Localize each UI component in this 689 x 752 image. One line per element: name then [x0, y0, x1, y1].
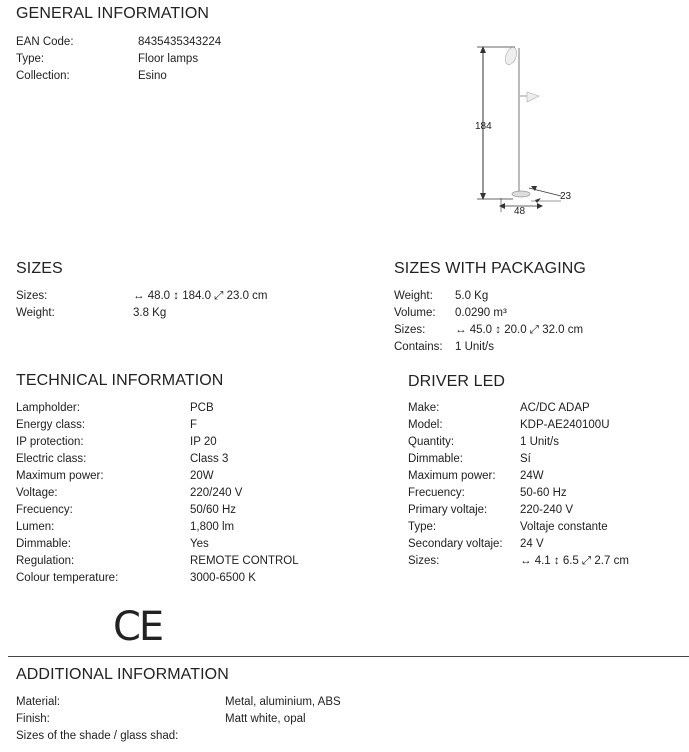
- sizes-row-value: ↔ 48.0 ↕ 184.0 ⤢ 23.0 cm: [133, 290, 268, 302]
- driver-row: [408, 468, 689, 485]
- technical-row-value: 20W: [190, 470, 214, 482]
- general-row: [16, 51, 316, 68]
- packaging-row: [394, 339, 689, 356]
- technical-row-value: PCB: [190, 402, 214, 414]
- additional-row: [16, 728, 316, 745]
- packaging-row: [394, 322, 689, 339]
- general-row-label: Collection:: [16, 70, 70, 82]
- packaging-row-value: ↔ 45.0 ↕ 20.0 ⤢ 32.0 cm: [455, 324, 584, 336]
- driver-row: [408, 417, 689, 434]
- technical-row: [16, 468, 316, 485]
- driver-row-label: Make:: [408, 402, 440, 414]
- technical-row-label: Lampholder:: [16, 402, 80, 414]
- driver-row: [408, 485, 689, 502]
- driver-row-value: 50-60 Hz: [520, 487, 567, 499]
- general-row-label: EAN Code:: [16, 36, 74, 48]
- driver-row-value: Voltaje constante: [520, 521, 608, 533]
- driver-row-value: 220-240 V: [520, 504, 574, 516]
- general-row: [16, 34, 316, 51]
- technical-row-label: Lumen:: [16, 521, 55, 533]
- width-label: 48: [514, 206, 526, 217]
- section-divider: [8, 656, 689, 657]
- driver-row-value: 1 Unit/s: [520, 436, 559, 448]
- driver-row-label: Maximum power:: [408, 470, 496, 482]
- driver-row: [408, 519, 689, 536]
- technical-row-value: IP 20: [190, 436, 217, 448]
- width-arrow-right: [537, 203, 543, 209]
- general-row-label: Type:: [16, 53, 45, 65]
- additional-row: [16, 694, 341, 711]
- driver-row-value: 24 V: [520, 538, 544, 550]
- depth-arrow-bottom: [535, 198, 541, 203]
- technical-row: [16, 451, 316, 468]
- technical-row-label: Frecuency:: [16, 504, 73, 516]
- driver-row-value: KDP-AE240100U: [520, 419, 610, 431]
- driver-row-label: Frecuency:: [408, 487, 465, 499]
- technical-row-value: 220/240 V: [190, 487, 243, 499]
- packaging-title: SIZES WITH PACKAGING: [394, 260, 586, 277]
- technical-row-value: F: [190, 419, 198, 431]
- technical-row: [16, 485, 316, 502]
- technical-row-value: Yes: [190, 538, 209, 550]
- additional-row: [16, 711, 316, 728]
- technical-row-label: Maximum power:: [16, 470, 104, 482]
- driver-title: DRIVER LED: [408, 373, 506, 390]
- driver-row-value: 24W: [520, 470, 544, 482]
- packaging-row-value: 5.0 Kg: [455, 290, 489, 302]
- driver-row-label: Type:: [408, 521, 437, 533]
- upper-shade-head: [503, 46, 519, 66]
- sizes-row: [16, 288, 316, 305]
- sizes-row-label: Weight:: [16, 307, 55, 319]
- technical-row: [16, 502, 316, 519]
- sizes-row: [16, 305, 316, 322]
- general-row-value: Floor lamps: [138, 53, 199, 65]
- technical-row-value: REMOTE CONTROL: [190, 555, 299, 567]
- additional-title: ADDITIONAL INFORMATION: [16, 666, 229, 683]
- width-arrow-left: [499, 203, 505, 209]
- driver-row: [408, 451, 689, 468]
- lamp-base: [512, 191, 530, 197]
- additional-row-value: Metal, aluminium, ABS: [225, 696, 341, 708]
- technical-row-label: Regulation:: [16, 555, 75, 567]
- packaging-row-value: 0.0290 m³: [455, 307, 507, 319]
- packaging-row: [394, 305, 689, 322]
- technical-row: [16, 400, 316, 417]
- technical-row-label: Electric class:: [16, 453, 87, 465]
- packaging-row-label: Contains:: [394, 341, 443, 353]
- technical-row: [16, 417, 316, 434]
- lower-shade: [527, 92, 539, 102]
- technical-row: [16, 570, 316, 587]
- technical-row-label: Energy class:: [16, 419, 86, 431]
- driver-row-value: AC/DC ADAP: [520, 402, 590, 414]
- technical-row-value: Class 3: [190, 453, 229, 465]
- additional-row-value: Matt white, opal: [225, 713, 306, 725]
- driver-row-label: Secondary voltaje:: [408, 538, 503, 550]
- technical-row-value: 50/60 Hz: [190, 504, 237, 516]
- driver-row-value: Sí: [520, 453, 531, 465]
- packaging-row-value: 1 Unit/s: [455, 341, 494, 353]
- technical-row: [16, 553, 316, 570]
- driver-row: [408, 502, 689, 519]
- technical-row: [16, 536, 316, 553]
- packaging-row: [394, 288, 689, 305]
- technical-row: [16, 434, 316, 451]
- driver-row: [408, 434, 689, 451]
- technical-row: [16, 519, 316, 536]
- technical-row-label: Voltage:: [16, 487, 58, 499]
- sizes-title: SIZES: [16, 260, 63, 277]
- technical-row-value: 1,800 lm: [190, 521, 235, 533]
- technical-row-label: IP protection:: [16, 436, 84, 448]
- driver-row-label: Quantity:: [408, 436, 455, 448]
- additional-row-label: Finish:: [16, 713, 50, 725]
- height-label: 184: [475, 121, 492, 132]
- driver-row-label: Sizes:: [408, 555, 440, 567]
- driver-row-label: Primary voltaje:: [408, 504, 488, 516]
- technical-title: TECHNICAL INFORMATION: [16, 372, 224, 389]
- packaging-row-label: Sizes:: [394, 324, 426, 336]
- driver-row: [408, 536, 689, 553]
- driver-row-value: ↔ 4.1 ↕ 6.5 ⤢ 2.7 cm: [520, 555, 629, 567]
- driver-row-label: Dimmable:: [408, 453, 463, 465]
- sizes-row-label: Sizes:: [16, 290, 48, 302]
- additional-row-label: Material:: [16, 696, 61, 708]
- additional-row-label: Sizes of the shade / glass shad:: [16, 730, 179, 742]
- general-row-value: Esino: [138, 70, 167, 82]
- general-row-value: 8435435343224: [138, 36, 222, 48]
- sizes-row-value: 3.8 Kg: [133, 307, 167, 319]
- packaging-row-label: Weight:: [394, 290, 433, 302]
- driver-row: [408, 400, 689, 417]
- technical-row-value: 3000-6500 K: [190, 572, 256, 584]
- technical-row-label: Colour temperature:: [16, 572, 119, 584]
- packaging-row-label: Volume:: [394, 307, 436, 319]
- general-row: [16, 68, 316, 85]
- technical-row-label: Dimmable:: [16, 538, 71, 550]
- driver-row: [408, 553, 689, 570]
- ce-mark: CE: [113, 604, 163, 650]
- depth-label: 23: [560, 191, 572, 202]
- general-title: GENERAL INFORMATION: [16, 5, 210, 22]
- driver-row-label: Model:: [408, 419, 443, 431]
